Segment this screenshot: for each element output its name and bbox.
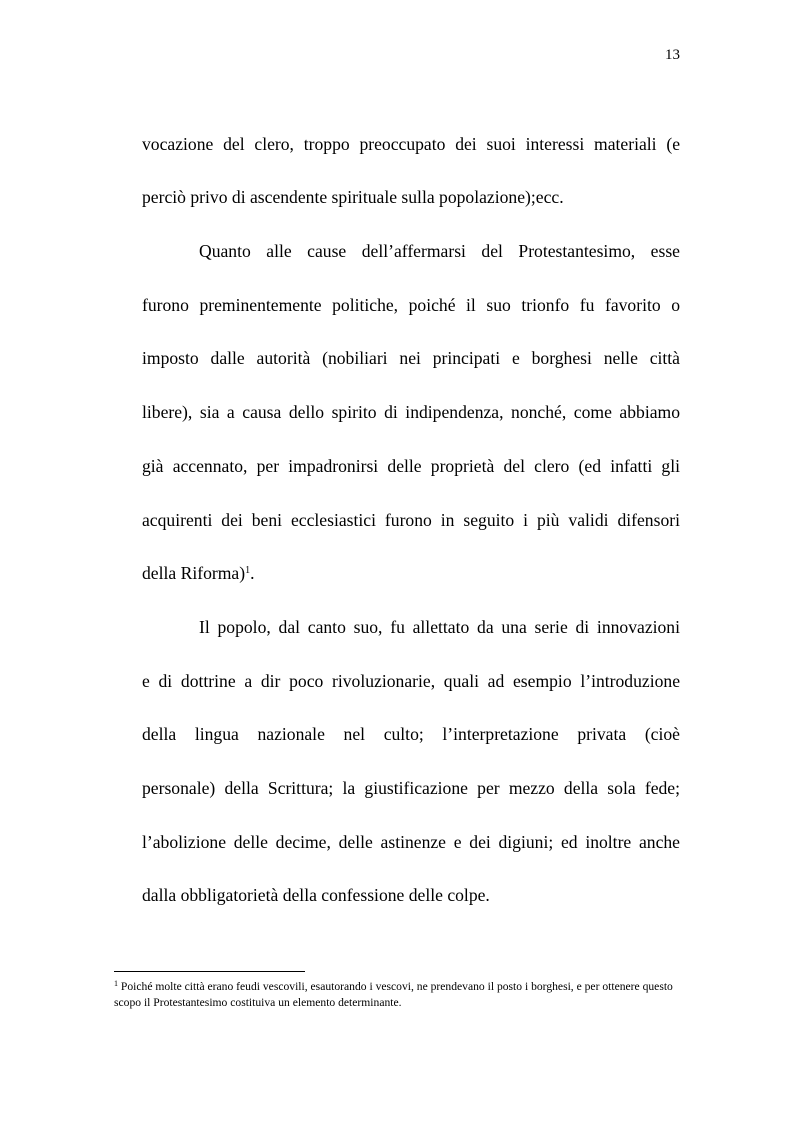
footnote-marker: 1 (114, 979, 118, 988)
text-line: perciò privo di ascendente spirituale sulla popolazione);ecc. (142, 187, 564, 207)
footnote-reference: 1 (245, 565, 251, 576)
text-line: l’abolizione delle decime, delle astinenze e dei digiuni; ed inoltre anche (142, 832, 680, 852)
text-fragment: della Riforma) (142, 563, 246, 583)
page-number: 13 (665, 47, 680, 63)
text-line: della lingua nazionale nel culto; l’interpretazione privata (cioè (142, 724, 680, 744)
text-line: acquirenti dei beni ecclesiastici furono in seguito i più validi difensori (142, 510, 680, 530)
text-line: Il popolo, dal canto suo, fu allettato da una serie di innovazioni (199, 617, 680, 637)
text-line: Quanto alle cause dell’affermarsi del Protestantesimo, esse (199, 241, 680, 261)
text-fragment: . (250, 563, 255, 583)
text-line: e di dottrine a dir poco rivoluzionarie, quali ad esempio l’introduzione (142, 671, 680, 691)
text-line: vocazione del clero, troppo preoccupato dei suoi interessi materiali (e (142, 134, 680, 154)
text-line: dalla obbligatorietà della confessione delle colpe. (142, 885, 490, 905)
text-line: imposto dalle autorità (nobiliari nei principati e borghesi nelle città (142, 348, 680, 368)
text-line: libere), sia a causa dello spirito di indipendenza, nonché, come abbiamo (142, 402, 680, 422)
text-line (142, 562, 680, 584)
footnote-text: Poiché molte città erano feudi vescovili, esautorando i vescovi, ne prendevano il posto i borghesi, e per ottenere questo scopo il Protestantesimo costituiva un elemento determinante. (114, 980, 673, 1009)
text-line: già accennato, per impadronirsi delle proprietà del clero (ed infatti gli (142, 456, 680, 476)
footnote-separator (114, 971, 305, 972)
text-line: furono preminentemente politiche, poiché il suo trionfo fu favorito o (142, 295, 680, 315)
footnote (114, 979, 680, 1010)
text-line: personale) della Scrittura; la giustificazione per mezzo della sola fede; (142, 778, 680, 798)
